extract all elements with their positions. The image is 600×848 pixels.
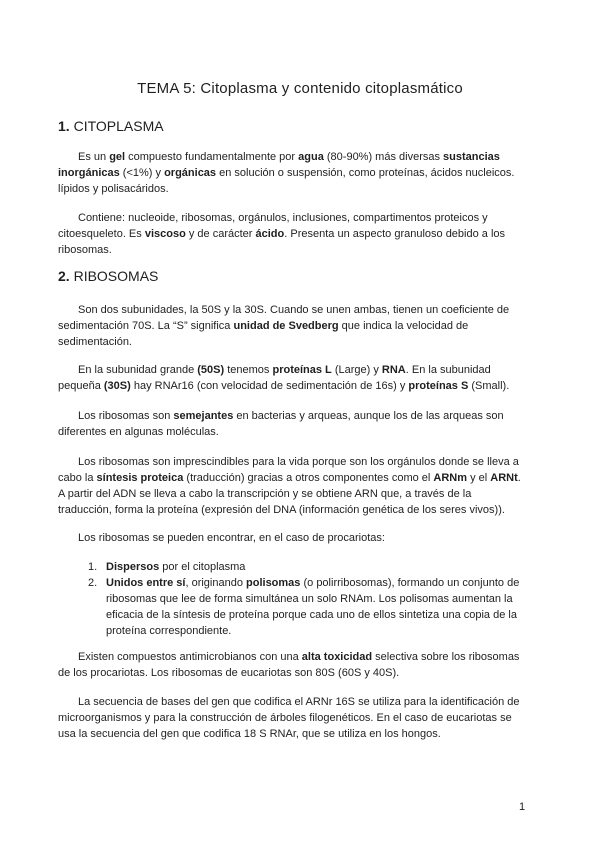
section-title: RIBOSOMAS (69, 268, 159, 284)
bold-term: ARNm (433, 472, 468, 484)
bold-term: alta toxicidad (301, 651, 373, 663)
paragraph: Los ribosomas son imprescindibles para la vida porque son los orgánulos donde se lleva a cabo la síntesis proteica (traducción) gracias a otros componentes como el ARNm y el ARNt. A partir del ADN se lleva a cabo la transcripción y se obtiene ARN que, a través de la traducción, forma la proteína (expresión del DNA (información genética de los seres vivos)). (58, 456, 521, 516)
bold-term: viscoso (144, 228, 186, 240)
bold-term: proteínas S (408, 380, 469, 392)
location-list (58, 559, 528, 639)
list-text: Dispersos por el citoplasma (106, 561, 246, 573)
paragraph: Es un gel compuesto fundamentalmente por agua (80-90%) más diversas sustancias inorgánicas (<1%) y orgánicas en solución o suspensión, como proteínas, ácidos nucleicos. lípidos y polisacáridos. (58, 151, 515, 195)
bold-term: Dispersos (106, 561, 160, 573)
paragraph: Son dos subunidades, la 50S y la 30S. Cuando se unen ambas, tienen un coeficiente de sedimentación 70S. La “S” significa unidad de Svedberg que indica la velocidad de sedimentación. (58, 304, 510, 348)
list-item (58, 559, 528, 575)
bold-term: RNA (381, 364, 406, 376)
bold-term: ARNt (490, 472, 518, 484)
section-number: 1. (58, 118, 70, 134)
paragraph: Los ribosomas son semejantes en bacterias y arqueas, aunque los de las arqueas son diferentes en algunas moléculas. (58, 410, 504, 438)
bold-term: síntesis proteica (96, 472, 184, 484)
bold-term: proteínas L (272, 364, 332, 376)
bold-term: (30S) (103, 380, 131, 392)
bold-term: polisomas (246, 577, 301, 589)
paragraph: La secuencia de bases del gen que codifica el ARNr 16S se utiliza para la identificación de microorganismos y para la construcción de árboles filogenéticos. En el caso de eucariotas se usa la secuencia del gen que codifica 18 S RNAr, que se utiliza en los hongos. (58, 696, 520, 740)
paragraph: Los ribosomas se pueden encontrar, en el caso de procariotas: (78, 532, 385, 544)
paragraph: Existen compuestos antimicrobianos con una alta toxicidad selectiva sobre los ribosomas de los procariotas. Los ribosomas de eucariotas son 80S (60S y 40S). (58, 651, 520, 679)
list-number: 2. (88, 577, 98, 589)
bold-term: semejantes (173, 410, 234, 422)
list-item (58, 575, 528, 639)
bold-term: gel (109, 151, 126, 163)
section-number: 2. (58, 268, 70, 284)
bold-term: ácido (255, 228, 285, 240)
bold-term: unidad de Svedberg (233, 320, 339, 332)
bold-term: (50S) (197, 364, 225, 376)
section-title: CITOPLASMA (69, 118, 164, 134)
section-heading-ribosomas (58, 268, 158, 284)
list-number: 1. (88, 561, 98, 573)
page-number: 1 (519, 801, 526, 813)
bold-term: orgánicas (164, 167, 217, 179)
bold-term: Unidos entre sí (106, 577, 186, 589)
section-heading-citoplasma (58, 118, 164, 134)
page-title: TEMA 5: Citoplasma y contenido citoplasmático (137, 80, 463, 97)
bold-term: sustancias inorgánicas (58, 151, 500, 179)
bold-term: agua (298, 151, 324, 163)
paragraph: En la subunidad grande (50S) tenemos proteínas L (Large) y RNA. En la subunidad pequeña (30S) hay RNAr16 (con velocidad de sedimentación de 16s) y proteínas S (Small). (58, 364, 510, 392)
paragraph: Contiene: nucleoide, ribosomas, orgánulos, inclusiones, compartimentos proteicos y citoesqueleto. Es viscoso y de carácter ácido. Presenta un aspecto granuloso debido a los ribosomas. (58, 212, 506, 256)
list-text: Unidos entre sí, originando polisomas (o polirribosomas), formando un conjunto de ribosomas que lee de forma simultánea un solo RNAm. Los polisomas aumentan la eficacia de la síntesis de proteína porque cada uno de ellos sintetiza una copia de la proteína correspondiente. (106, 577, 520, 637)
